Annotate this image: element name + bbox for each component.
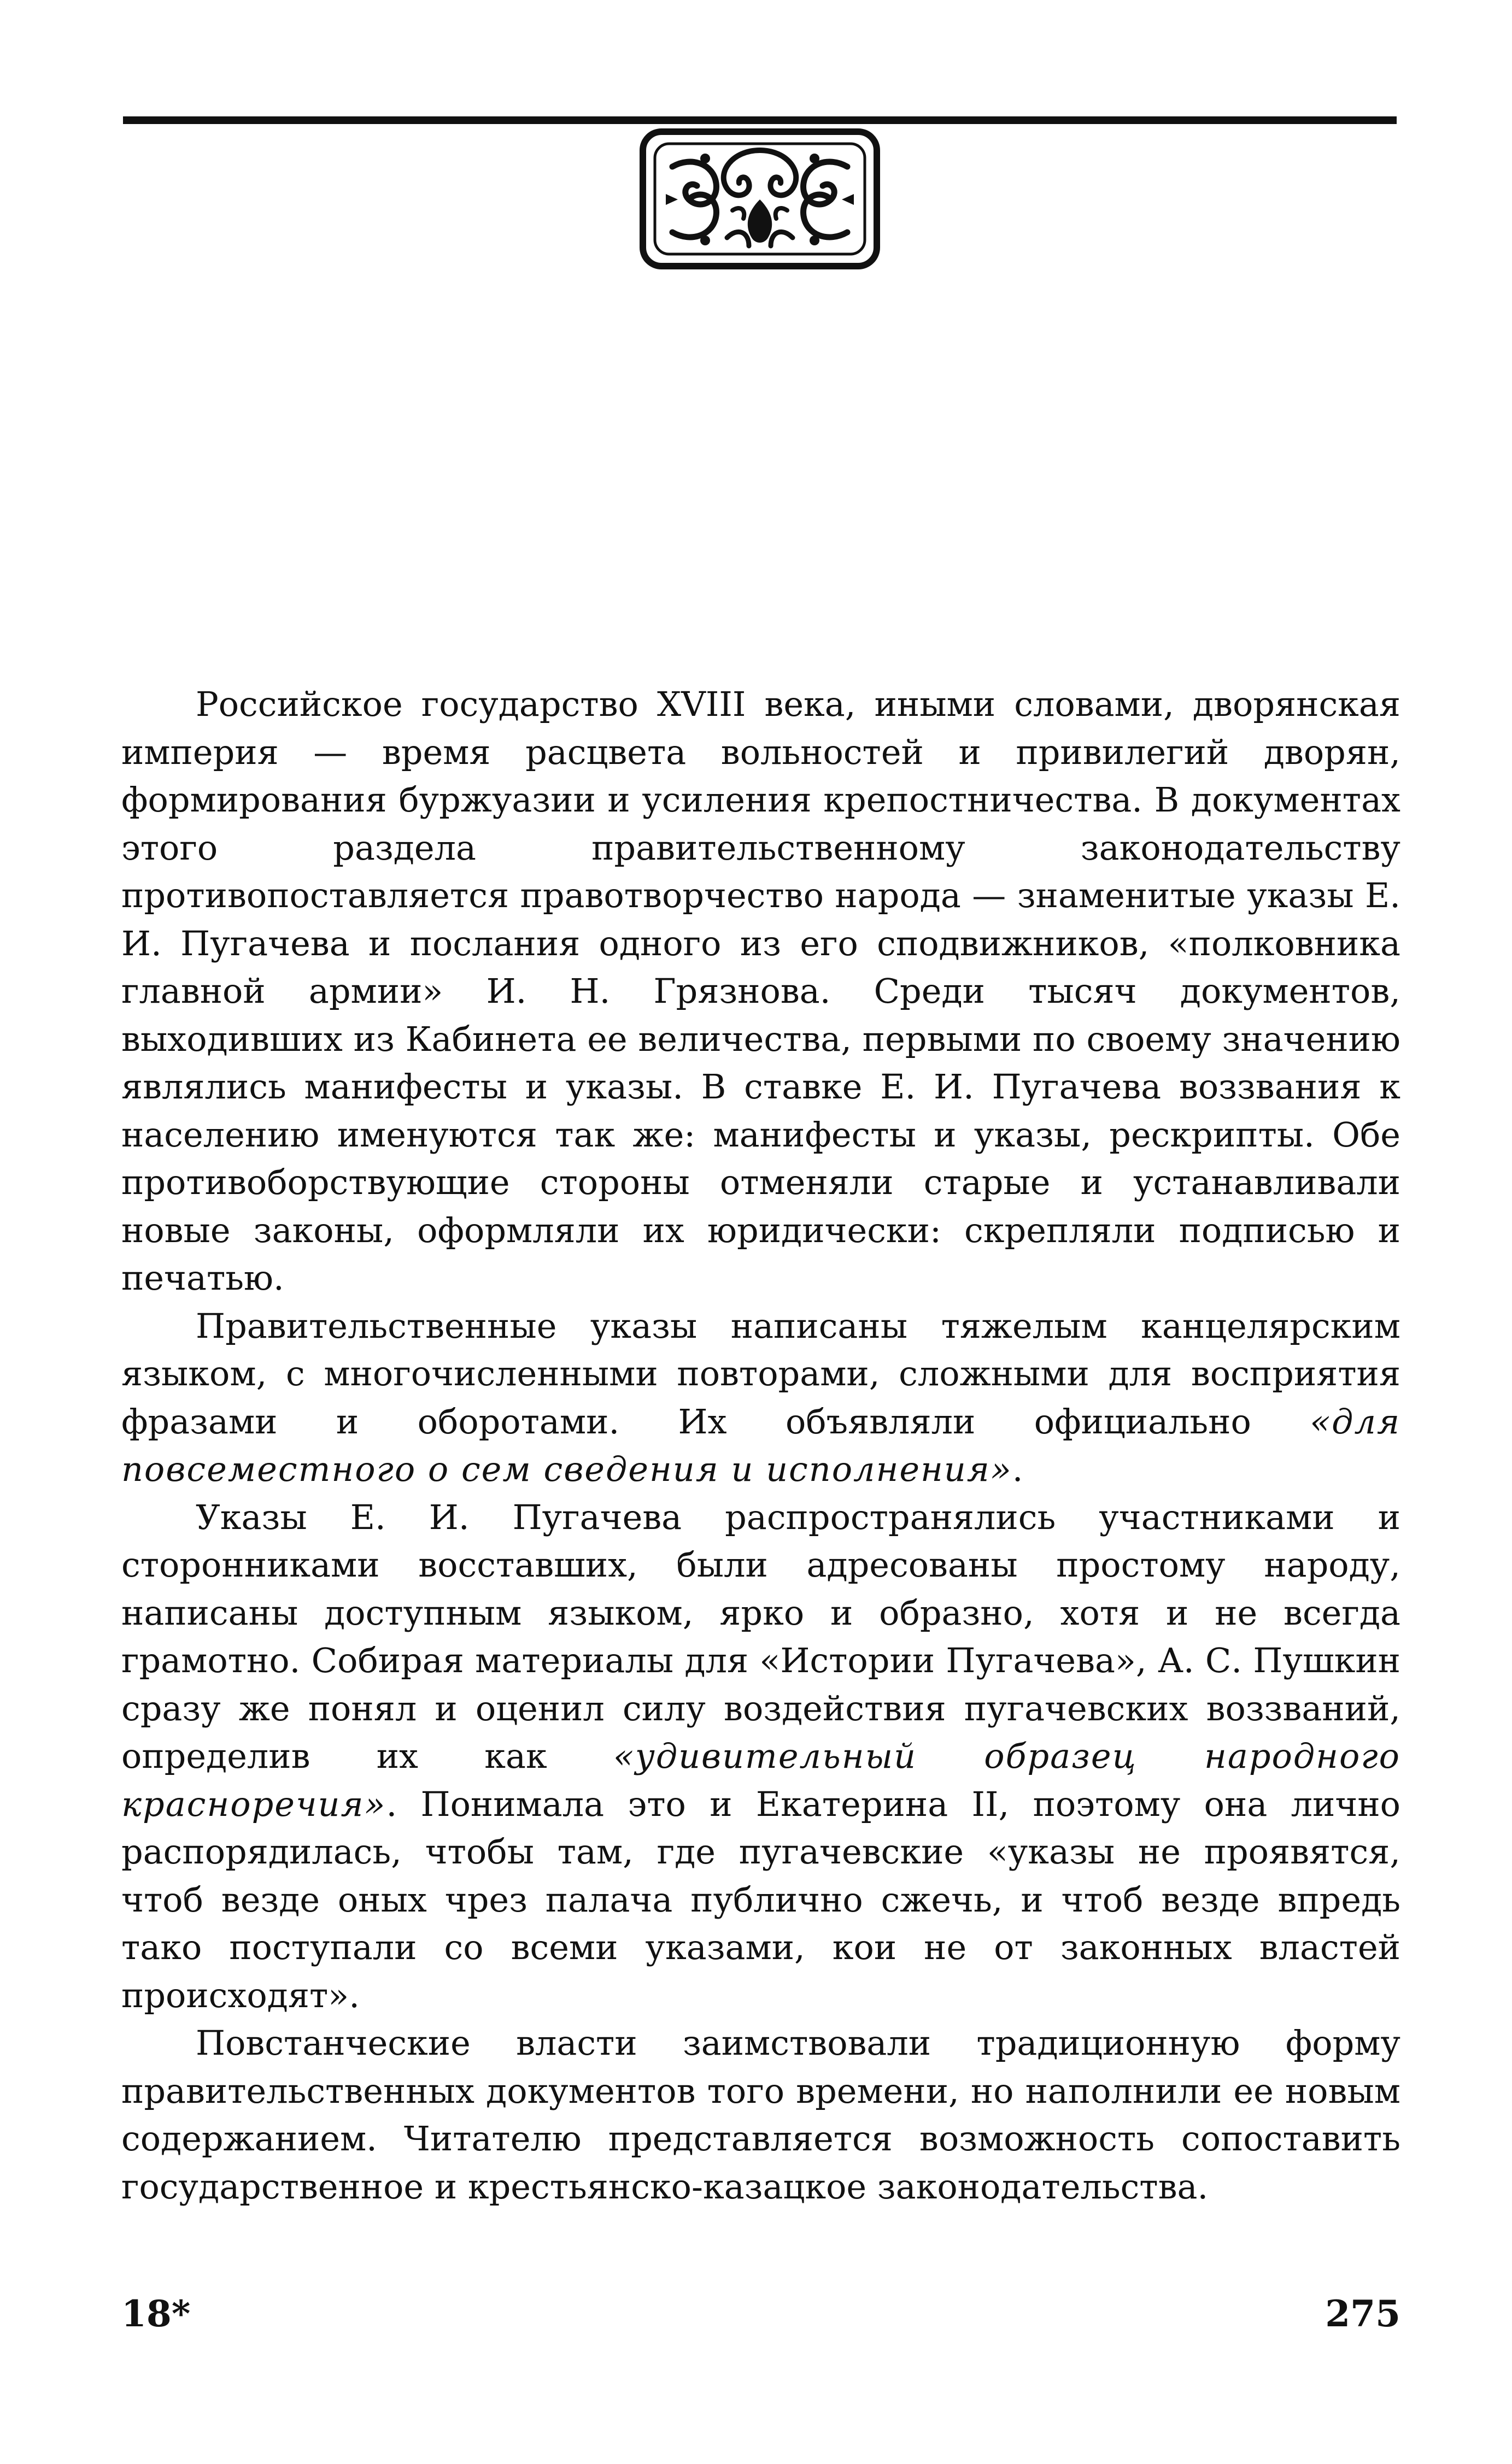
- italic-quote: «для повсеместного о сем сведения и исполнения»: [121, 1401, 1400, 1489]
- paragraph-text: Российское государство XVIII века, иными словами, дворянская империя — время расцвета вольностей и привилегий дворян, формирования буржуазии и усиления крепостничества. В документах этого раздела правительственному законодательству противопоставляется правотворчество народа — знаменитые указы Е. И. Пугачева и послания одного из его сподвижников, «полковника главной армии» И. Н. Грязнова. Среди тысяч документов, выходивших из Кабинета ее величества, первыми по своему значению являлись манифесты и указы. В ставке Е. И. Пугачева воззвания к населению именуются так же: манифесты и указы, рескрипты. Обе противоборствующие стороны отменяли старые и устанавливали новые законы, оформляли их юридически: скрепляли подписью и печатью.: [121, 684, 1400, 1298]
- signature-mark: 18*: [121, 2292, 191, 2335]
- floral-ornament-icon: [640, 128, 880, 269]
- page-number: 275: [1325, 2292, 1400, 2335]
- paragraph: [121, 2019, 1400, 2210]
- text-body: [121, 680, 1400, 2210]
- page-footer: [121, 2292, 1400, 2347]
- paragraph-text: Указы Е. И. Пугачева распространялись участниками и сторонниками восставших, были адресованы простому народу, написаны доступным языком, ярко и образно, хотя и не всегда грамотно. Собирая материалы для «Истории Пугачева», А. С. Пушкин сразу же понял и оценил силу воздействия пугачевских воззваний, определив их как: [121, 1497, 1400, 1776]
- paragraph-text: . Понимала это и Екатерина II, поэтому она лично распорядилась, чтобы там, где пугачевские «указы не проявятся, чтоб везде оных чрез палача публично сжечь, и чтоб везде впредь тако поступали со всеми указами, кои не от законных властей происходят».: [121, 1784, 1400, 2015]
- paragraph: [121, 1302, 1400, 1493]
- italic-quote: «удивительный образец народного красноречия»: [121, 1736, 1400, 1824]
- top-rule: [123, 116, 1397, 124]
- paragraph: [121, 1493, 1400, 2020]
- paragraph-text: .: [1012, 1449, 1023, 1489]
- paragraph-text: Правительственные указы написаны тяжелым канцелярским языком, с многочисленными повторами, сложными для восприятия фразами и оборотами. Их объявляли официально: [121, 1305, 1400, 1442]
- paragraph-text: Повстанческие власти заимствовали традиционную форму правительственных документов того времени, но наполнили ее новым содержанием. Читателю представляется возможность сопоставить государственное и крестьянско-казацкое законодательства.: [121, 2023, 1400, 2207]
- paragraph: [121, 680, 1400, 1302]
